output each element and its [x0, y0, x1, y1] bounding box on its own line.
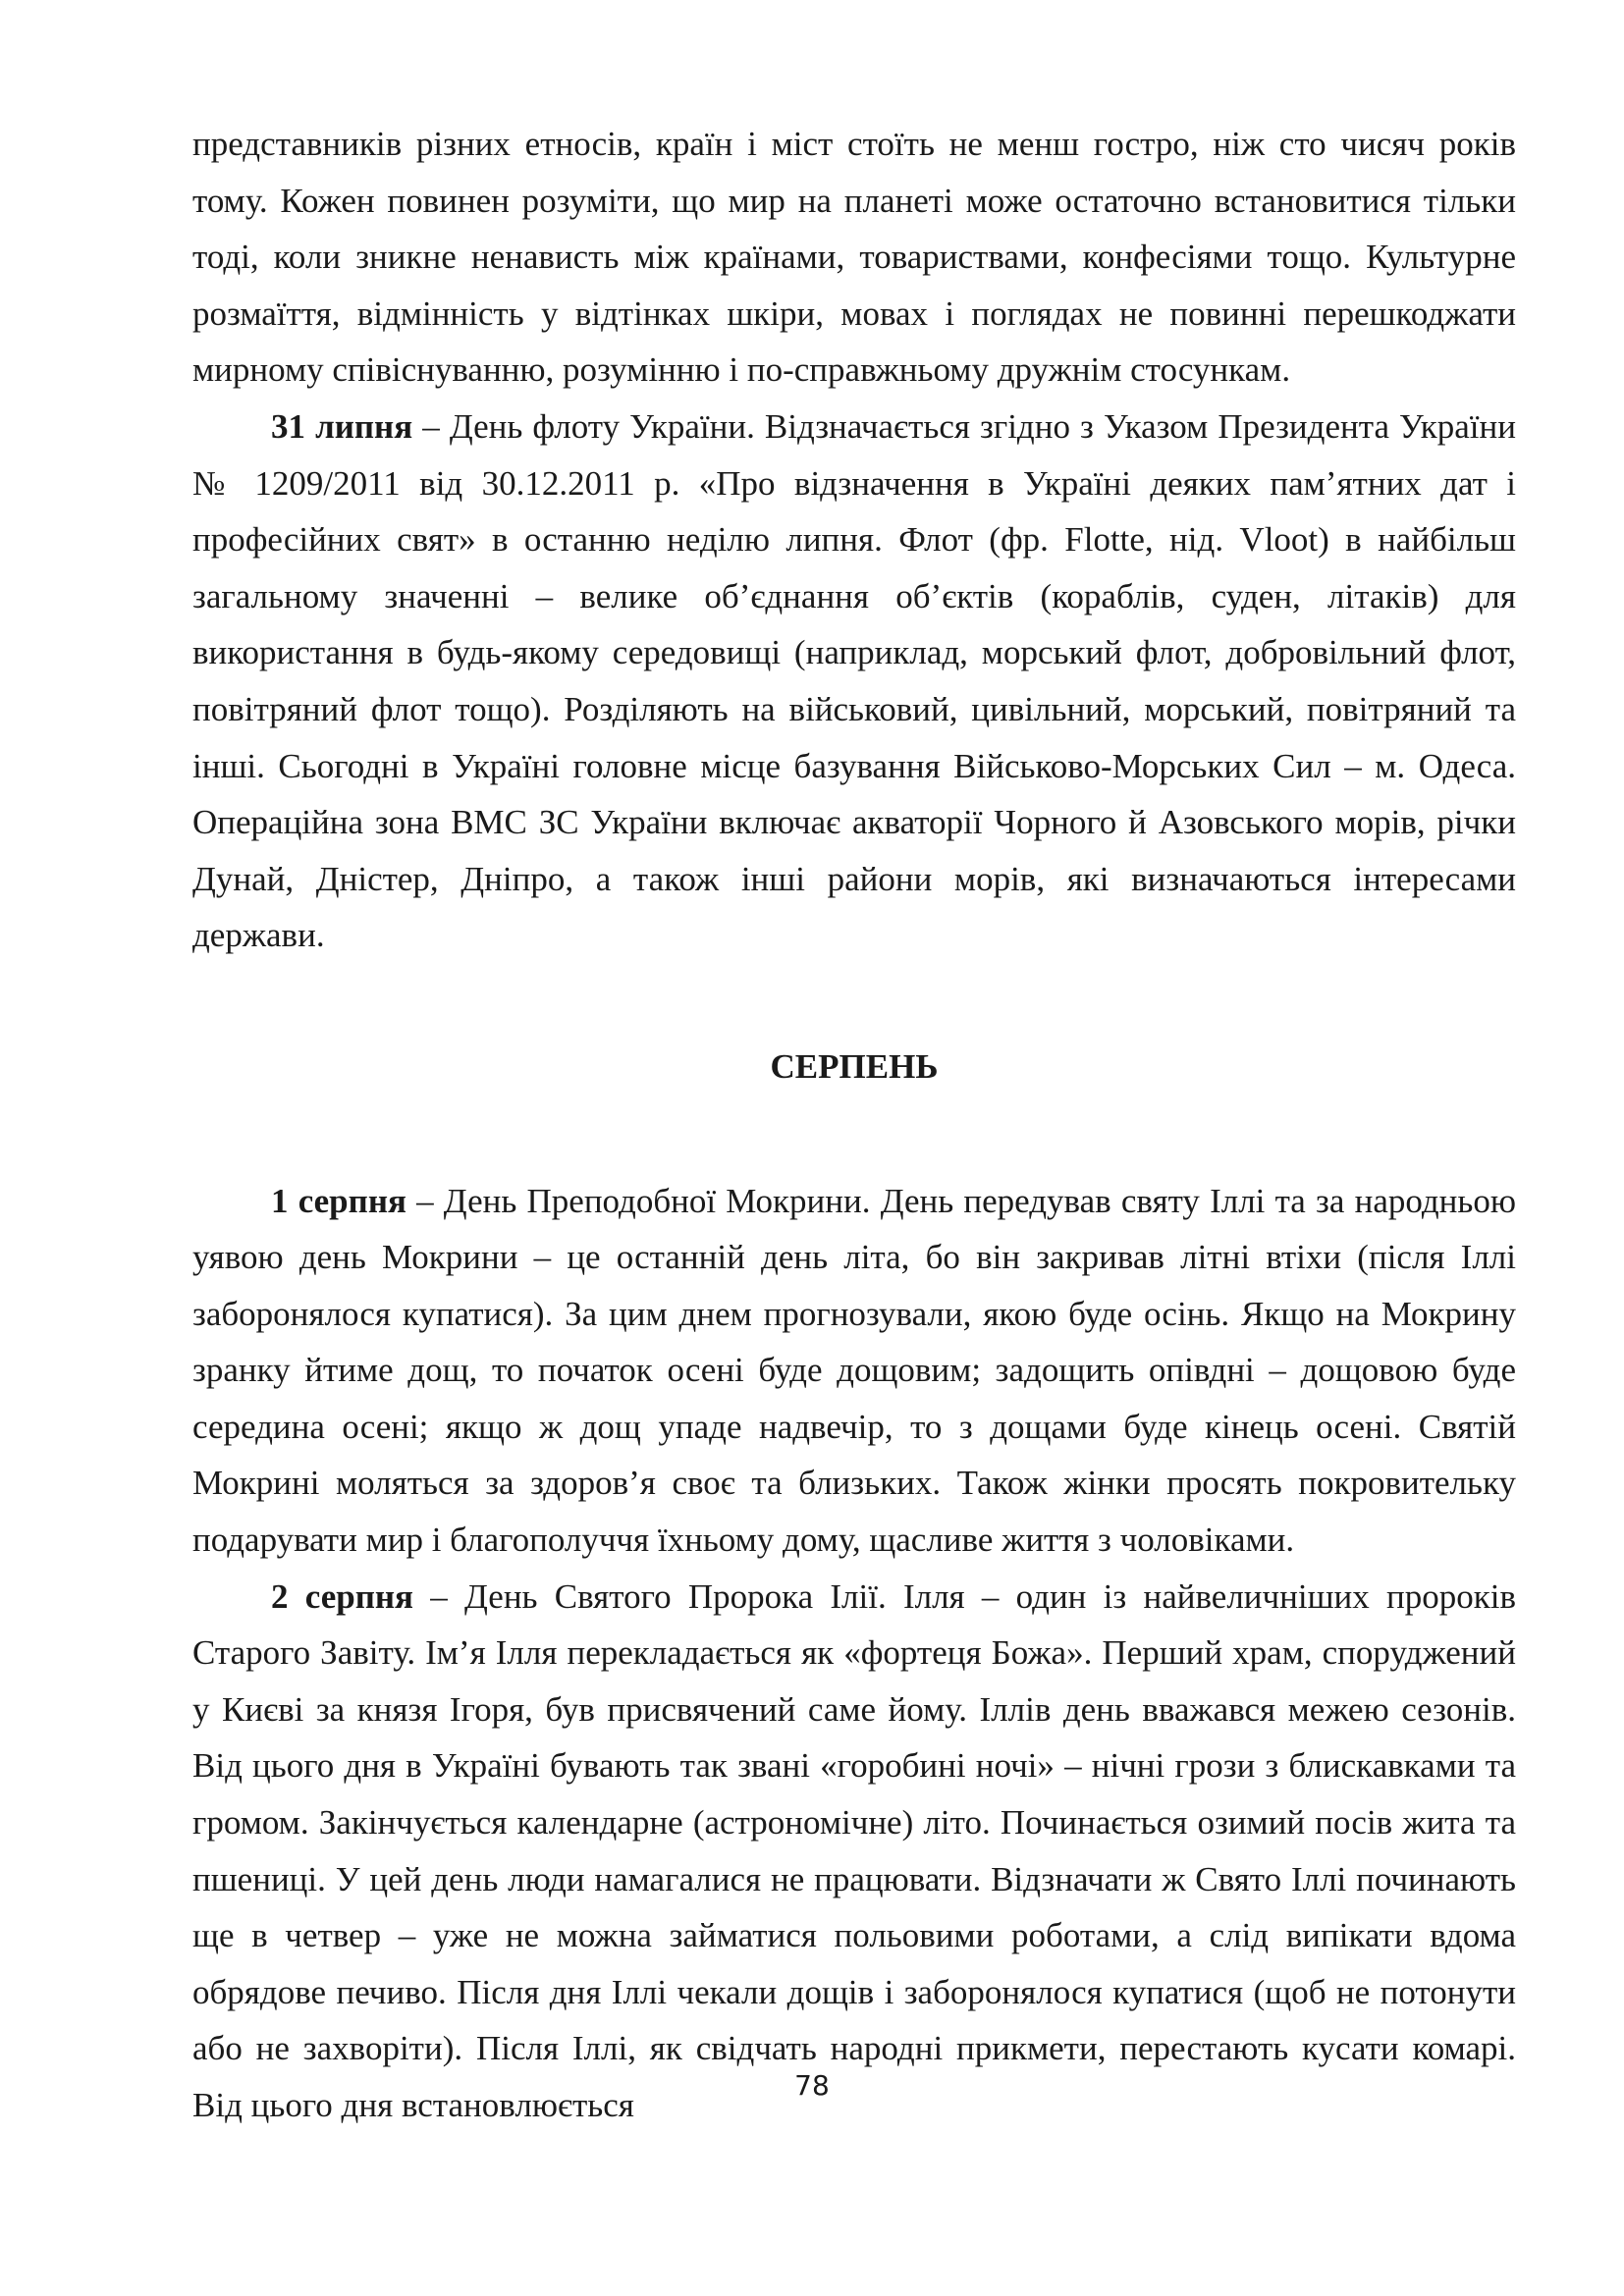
section-heading: СЕРПЕНЬ	[770, 1046, 939, 1086]
paragraph-text: – День флоту України. Відзначається згідно з Указом Президента України № 1209/2011 від 30.12.2011 р. «Про відзначення в Україні деяких пам’ятних дат і професійних свят» в останню неділю липня. Флот (фр. Flotte, нід. Vloot) в найбільш загальному значенні – велике об’єднання об’єктів (кораблів, суден, літаків) для використання в будь-якому середовищі (наприклад, морський флот, добровільний флот, повітряний флот тощо). Розділяють на військовий, цивільний, морський, повітряний та інші. Сьогодні в Україні головне місце базування Військово-Морських Сил – м. Одеса. Операційна зона ВМС ЗС України включає акваторії Чорного й Азовського морів, річки Дунай, Дністер, Дніпро, а також інші райони морів, які визначаються інтересами держави.	[192, 406, 1516, 955]
page-body	[192, 116, 1516, 2134]
paragraph-illia-day	[192, 1569, 1516, 2134]
paragraph-intro	[192, 116, 1516, 399]
paragraph-text: – День Святого Пророка Ілії. Ілля – один із найвеличніших пророків Старого Завіту. Ім’я Ілля перекладається як «фортеця Божа». Перший храм, споруджений у Києві за князя Ігоря, був присвячений саме йому. Іллів день вважався межею сезонів. Від цього дня в Україні бувають так звані «горобині ночі» – нічні грози з блискавками та громом. Закінчується календарне (астрономічне) літо. Починається озимий посів жита та пшениці. У цей день люди намагалися не працювати. Відзначати ж Свято Іллі починають ще в четвер – уже не можна займатися польовими роботами, а слід випікати вдома обрядове печиво. Після дня Іллі чекали дощів і заборонялося купатися (щоб не потонути або не захворіти). Після Іллі, як свідчать народні прикмети, перестають кусати комарі. Від цього дня встановлюється	[192, 1576, 1516, 2124]
paragraph-text: – День Преподобної Мокрини. День передував святу Іллі та за народньою уявою день Мокрини – це останній день літа, бо він закривав літні втіхи (після Іллі заборонялося купатися). За цим днем прогнозували, якою буде осінь. Якщо на Мокрину зранку йтиме дощ, то початок осені буде дощовим; задощить опівдні – дощовою буде середина осені; якщо ж дощ упаде надвечір, то з дощами буде кінець осені. Святій Мокрині моляться за здоров’я своє та близьких. Також жінки просять покровительку подарувати мир і благополуччя їхньому дому, щасливе життя з чоловіками.	[192, 1181, 1516, 1560]
paragraph-mokryna-day	[192, 1173, 1516, 1569]
paragraph-date: 31 липня	[271, 406, 413, 446]
paragraph-date: 2 серпня	[271, 1576, 413, 1616]
paragraph-text: представників різних етносів, країн і міст стоїть не менш гостро, ніж сто чисяч років тому. Кожен повинен розуміти, що мир на планеті може остаточно встановитися тільки тоді, коли зникне ненависть між країнами, товариствами, конфесіями тощо. Культурне розмаїття, відмінність у відтінках шкіри, мовах і поглядах не повинні перешкоджати мирному співіснуванню, розумінню і по-справжньому дружнім стосункам.	[192, 125, 1516, 390]
paragraph-fleet-day	[192, 399, 1516, 964]
page-number: 78	[794, 2069, 830, 2102]
paragraph-date: 1 серпня	[271, 1181, 406, 1220]
